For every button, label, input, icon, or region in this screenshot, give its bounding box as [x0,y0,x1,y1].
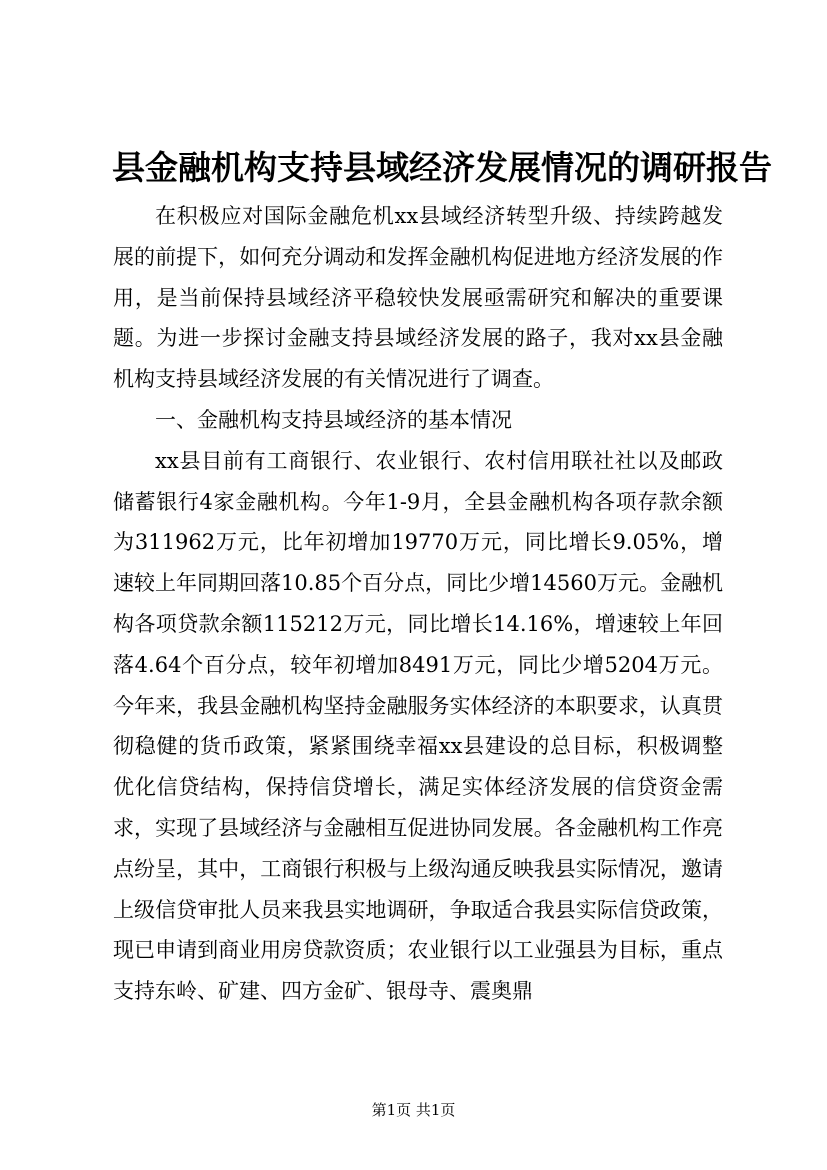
document-body [113,196,723,1012]
intro-paragraph: 在积极应对国际金融危机xx县域经济转型升级、持续跨越发展的前提下，如何充分调动和发挥金融机构促进地方经济发展的作用，是当前保持县域经济平稳较快发展亟需研究和解决的重要课题。为进一步探讨金融支持县域经济发展的路子，我对xx县金融机构支持县域经济发展的有关情况进行了调查。 [113,204,723,392]
section-heading: 一、金融机构支持县域经济的基本情况 [155,407,512,432]
page-footer: 第1页 共1页 [371,1101,456,1119]
document-title: 县金融机构支持县域经济发展情况的调研报告 [112,148,772,187]
body-paragraph: xx县目前有工商银行、农业银行、农村信用联社社以及邮政储蓄银行4家金融机构。今年1-9月，全县金融机构各项存款余额为311962万元，比年初增加19770万元，同比增长9.05%，增速较上年同期回落10.85个百分点，同比少增14560万元。金融机构各项贷款余额115212万元，同比增长14.16%，增速较上年回落4.64个百分点，较年初增加8491万元，同比少增5204万元。今年来，我县金融机构坚持金融服务实体经济的本职要求，认真贯彻稳健的货币政策，紧紧围绕幸福xx县建设的总目标，积极调整优化信贷结构，保持信贷增长，满足实体经济发展的信贷资金需求，实现了县域经济与金融相互促进协同发展。各金融机构工作亮点纷呈，其中，工商银行积极与上级沟通反映我县实际情况，邀请上级信贷审批人员来我县实地调研，争取适合我县实际信贷政策，现已申请到商业用房贷款资质；农业银行以工业强县为目标，重点支持东岭、矿建、四方金矿、银母寺、震奥鼎 [113,448,723,1004]
